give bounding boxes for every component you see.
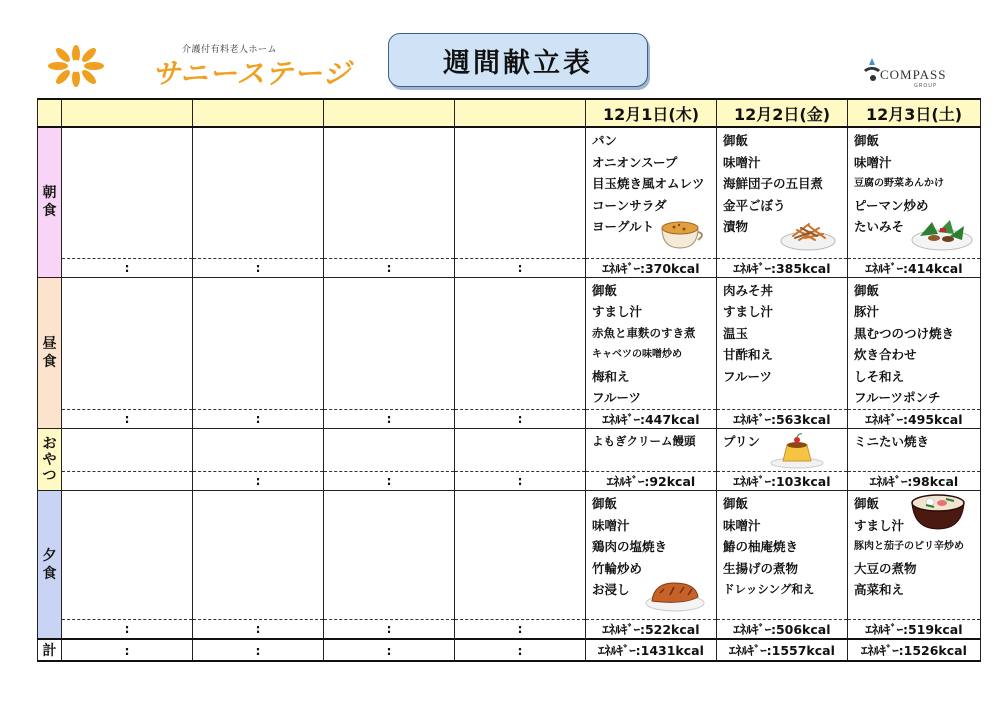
menu-item: 御飯: [723, 133, 749, 148]
menu-item: 大豆の煮物: [854, 560, 917, 576]
colon-cell: :: [193, 258, 324, 277]
empty-date-cell: [62, 99, 193, 127]
empty-date-cell: [455, 99, 586, 127]
snack-label: おやつ: [38, 429, 62, 491]
energy-value: ｴﾈﾙｷﾞｰ:519kcal: [848, 620, 981, 640]
page-title: 週間献立表: [443, 47, 593, 79]
grilled-chicken-icon: [644, 575, 706, 613]
menu-item: ドレッシング和え: [723, 582, 815, 597]
menu-item: パン: [592, 133, 618, 148]
energy-value: ｴﾈﾙｷﾞｰ:98kcal: [848, 472, 981, 491]
lunch-energy-row: [38, 410, 981, 429]
menu-item: プリン: [723, 434, 761, 450]
date-header-1: 12月1日(木): [586, 99, 717, 127]
menu-item: お浸し: [592, 582, 630, 598]
page-title-box: [388, 33, 648, 87]
colon-cell: :: [193, 620, 324, 640]
compass-mark-icon: [860, 56, 882, 86]
menu-item: 味噌汁: [592, 517, 630, 533]
breakfast-day-2: [717, 127, 848, 258]
stir-fry-dish-icon: [910, 212, 974, 252]
energy-value: ｴﾈﾙｷﾞｰ:370kcal: [586, 258, 717, 277]
menu-item: 漬物: [723, 219, 749, 235]
logo-name: サニーステージ: [152, 57, 352, 90]
snack-day-2: [717, 429, 848, 472]
menu-item: 金平ごぼう: [723, 197, 786, 213]
menu-item: 味噌汁: [723, 154, 761, 170]
empty-cell: [455, 277, 586, 410]
sunny-stage-logo: [44, 40, 352, 90]
empty-cell: [62, 472, 193, 491]
menu-item: 鰆の柚庵焼き: [723, 539, 799, 555]
menu-item: フルーツ: [723, 368, 773, 384]
empty-cell: [324, 491, 455, 620]
menu-item: 御飯: [723, 496, 749, 512]
menu-item: フルーツ: [592, 390, 642, 406]
dinner-day-2: [717, 491, 848, 620]
snack-day-1: [586, 429, 717, 472]
colon-cell: :: [455, 410, 586, 429]
menu-item: 豆腐の野菜あんかけ: [854, 178, 944, 190]
colon-cell: :: [62, 410, 193, 429]
empty-cell: [324, 429, 455, 472]
corner-cell: [38, 99, 62, 127]
compass-text: COMPASS: [880, 67, 947, 82]
lunch-day-1: [586, 277, 717, 410]
energy-value: ｴﾈﾙｷﾞｰ:522kcal: [586, 620, 717, 640]
menu-item: 高菜和え: [854, 582, 905, 598]
colon-cell: :: [62, 620, 193, 640]
colon-cell: :: [193, 472, 324, 491]
menu-item: 御飯: [854, 496, 880, 512]
date-header-3: 12月3日(土): [848, 99, 981, 127]
empty-cell: [193, 277, 324, 410]
date-header-row: [38, 99, 981, 127]
empty-cell: [193, 429, 324, 472]
menu-item: オニオンスープ: [592, 154, 678, 170]
energy-value: ｴﾈﾙｷﾞｰ:506kcal: [717, 620, 848, 640]
empty-cell: [455, 491, 586, 620]
lunch-label: 昼食: [38, 277, 62, 429]
menu-item: すまし汁: [723, 304, 774, 320]
group-text: GROUP: [914, 83, 937, 89]
empty-cell: [193, 127, 324, 258]
energy-value: ｴﾈﾙｷﾞｰ:414kcal: [848, 258, 981, 277]
empty-cell: [324, 127, 455, 258]
snack-energy-row: [38, 472, 981, 491]
soup-bowl-icon: [908, 491, 968, 533]
menu-item: コーンサラダ: [592, 197, 667, 213]
compass-group-logo: [860, 56, 970, 90]
colon-cell: :: [455, 258, 586, 277]
lunch-day-3: [848, 277, 981, 410]
weekly-menu-table: [37, 98, 981, 662]
snack-day-3: [848, 429, 981, 472]
menu-item: 鶏肉の塩焼き: [592, 539, 668, 555]
colon-cell: :: [324, 620, 455, 640]
logo-subtitle: 介護付有料老人ホーム: [182, 45, 278, 55]
colon-cell: :: [324, 410, 455, 429]
energy-value: ｴﾈﾙｷﾞｰ:103kcal: [717, 472, 848, 491]
empty-cell: [455, 127, 586, 258]
kinpira-dish-icon: [779, 216, 837, 252]
menu-item: 梅和え: [592, 368, 630, 384]
onion-soup-icon: [658, 216, 708, 252]
breakfast-label: 朝食: [38, 127, 62, 277]
menu-item: 生揚げの煮物: [723, 560, 799, 576]
empty-date-cell: [193, 99, 324, 127]
pudding-icon: [769, 433, 825, 469]
sun-flower-icon: [44, 44, 108, 88]
colon-cell: :: [62, 639, 193, 661]
empty-cell: [455, 429, 586, 472]
menu-item: 御飯: [854, 133, 880, 148]
total-energy-value: ｴﾈﾙｷﾞｰ:1526kcal: [848, 639, 981, 661]
empty-cell: [62, 491, 193, 620]
menu-item: 味噌汁: [723, 517, 761, 533]
colon-cell: :: [324, 639, 455, 661]
menu-item: 目玉焼き風オムレツ: [592, 176, 705, 192]
colon-cell: :: [62, 258, 193, 277]
empty-cell: [62, 127, 193, 258]
energy-value: ｴﾈﾙｷﾞｰ:92kcal: [586, 472, 717, 491]
total-energy-value: ｴﾈﾙｷﾞｰ:1431kcal: [586, 639, 717, 661]
menu-item: 炊き合わせ: [854, 347, 917, 363]
total-row: [38, 639, 981, 661]
menu-item: よもぎクリーム饅頭: [592, 434, 696, 449]
menu-item: ピーマン炒め: [854, 197, 929, 213]
empty-cell: [193, 491, 324, 620]
menu-item: 御飯: [592, 282, 618, 298]
menu-item: フルーツポンチ: [854, 390, 941, 406]
menu-item: 竹輪炒め: [592, 560, 643, 576]
breakfast-day-1: [586, 127, 717, 258]
breakfast-day-3: [848, 127, 981, 258]
menu-item: 御飯: [592, 496, 618, 512]
menu-item: 肉みそ丼: [723, 282, 774, 298]
dinner-row: [38, 491, 981, 620]
energy-value: ｴﾈﾙｷﾞｰ:385kcal: [717, 258, 848, 277]
menu-item: 赤魚と車麩のすき煮: [592, 325, 696, 340]
menu-item: 黒むつのつけ焼き: [854, 325, 955, 341]
colon-cell: :: [455, 639, 586, 661]
menu-item: すまし汁: [854, 517, 905, 533]
menu-item: 甘酢和え: [723, 347, 774, 363]
colon-cell: :: [455, 620, 586, 640]
empty-cell: [62, 277, 193, 410]
colon-cell: :: [193, 410, 324, 429]
dinner-label: 夕食: [38, 491, 62, 640]
energy-value: ｴﾈﾙｷﾞｰ:495kcal: [848, 410, 981, 429]
total-energy-value: ｴﾈﾙｷﾞｰ:1557kcal: [717, 639, 848, 661]
colon-cell: :: [324, 258, 455, 277]
lunch-day-2: [717, 277, 848, 410]
breakfast-energy-row: [38, 258, 981, 277]
colon-cell: :: [324, 472, 455, 491]
menu-item: しそ和え: [854, 368, 905, 384]
menu-item: 御飯: [854, 282, 880, 298]
menu-item: ヨーグルト: [592, 219, 655, 235]
menu-item: 温玉: [723, 325, 749, 341]
total-label: 計: [38, 639, 62, 661]
colon-cell: :: [193, 639, 324, 661]
menu-item: ミニたい焼き: [854, 434, 930, 450]
dinner-day-3: [848, 491, 981, 620]
menu-item: 豚肉と茄子のピリ辛炒め: [854, 541, 964, 553]
dinner-energy-row: [38, 620, 981, 640]
menu-item: 海鮮団子の五目煮: [723, 176, 824, 192]
empty-cell: [62, 429, 193, 472]
date-header-2: 12月2日(金): [717, 99, 848, 127]
menu-item: キャベツの味噌炒め: [592, 349, 682, 361]
breakfast-row: [38, 127, 981, 258]
colon-cell: :: [455, 472, 586, 491]
empty-date-cell: [324, 99, 455, 127]
energy-value: ｴﾈﾙｷﾞｰ:563kcal: [717, 410, 848, 429]
lunch-row: [38, 277, 981, 410]
menu-item: たいみそ: [854, 219, 905, 235]
menu-item: 味噌汁: [854, 154, 892, 170]
energy-value: ｴﾈﾙｷﾞｰ:447kcal: [586, 410, 717, 429]
snack-row: [38, 429, 981, 472]
menu-item: すまし汁: [592, 304, 643, 320]
dinner-day-1: [586, 491, 717, 620]
menu-item: 豚汁: [854, 304, 880, 320]
empty-cell: [324, 277, 455, 410]
